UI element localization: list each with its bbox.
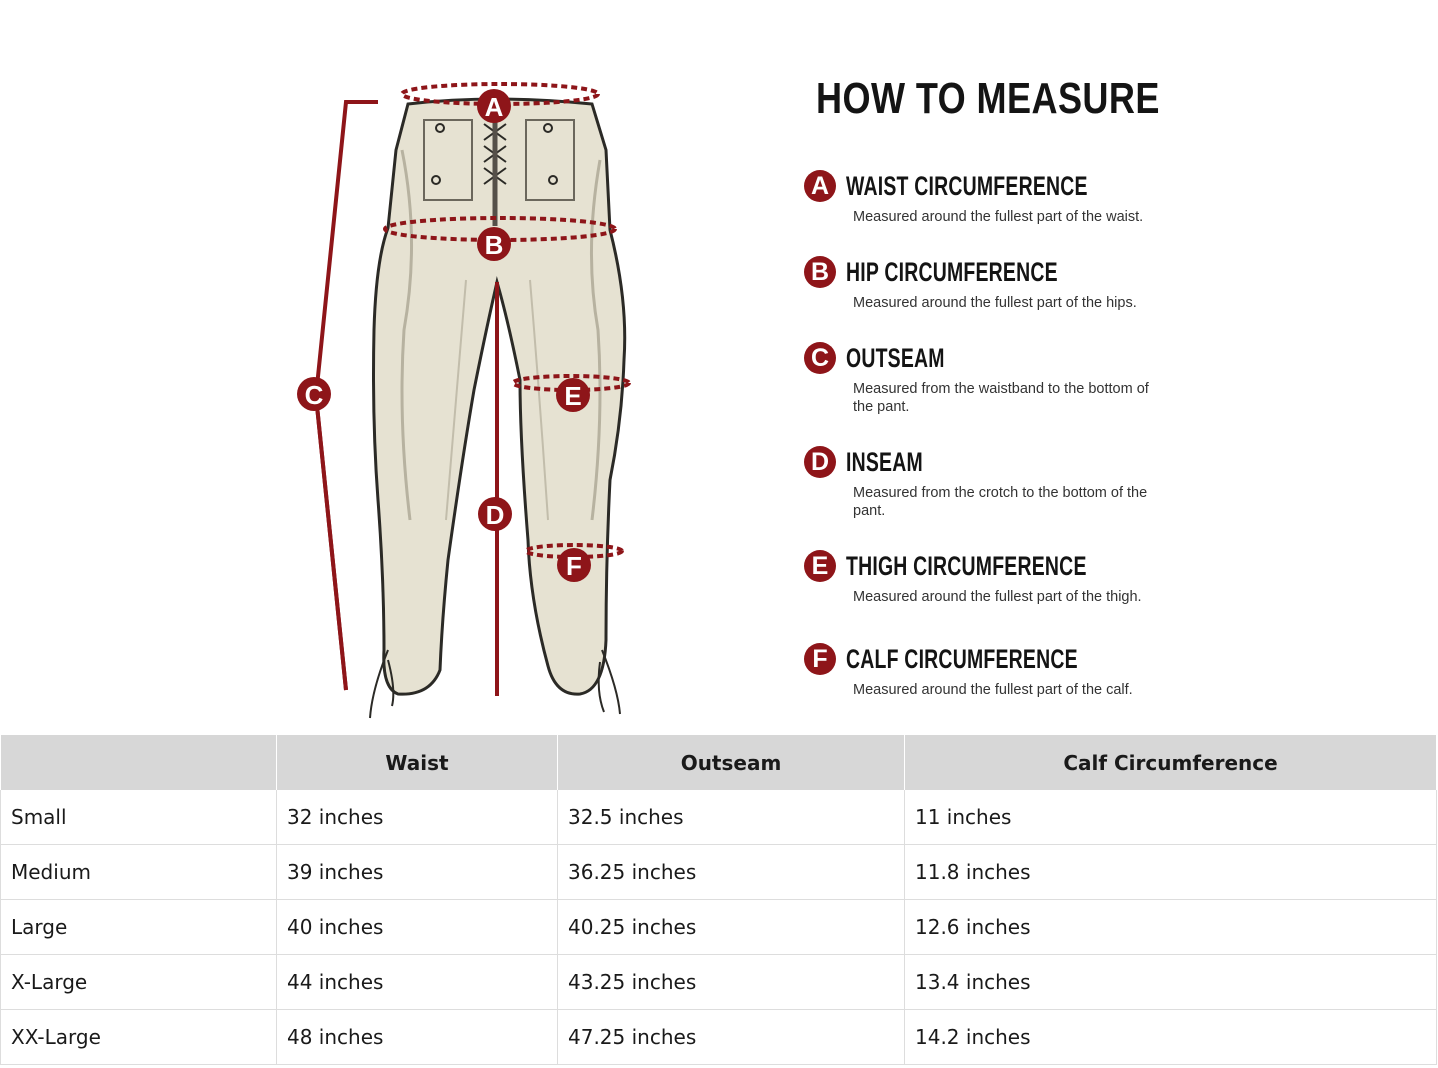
letter-a-badge: A (804, 170, 836, 202)
marker-f (557, 548, 591, 582)
size-column-header (1, 735, 277, 790)
guide-heading: THIGH CIRCUMFERENCE (846, 551, 1087, 581)
table-row (1, 955, 1437, 1010)
guide-description: Measured around the fullest part of the thigh. (853, 589, 1142, 605)
calf-cell: 12.6 inches (905, 900, 1437, 955)
table-row (1, 900, 1437, 955)
marker-d (478, 497, 512, 531)
waist-cell: 39 inches (277, 845, 558, 900)
svg-text:F: F (566, 551, 582, 581)
marker-b (477, 227, 511, 261)
guide-description: Measured around the fullest part of the calf. (853, 682, 1133, 698)
letter-d-badge: D (804, 446, 836, 478)
outseam-column-header: Outseam (558, 735, 905, 790)
letter-f-badge: F (804, 643, 836, 675)
waist-cell: 32 inches (277, 790, 558, 845)
table-header-row (1, 735, 1437, 790)
waist-cell: 40 inches (277, 900, 558, 955)
guide-description: Measured from the waistband to the bottom of the pant. (853, 381, 1149, 415)
guide-heading: WAIST CIRCUMFERENCE (846, 171, 1088, 201)
waist-column-header: Waist (277, 735, 558, 790)
letter-c-badge: C (804, 342, 836, 374)
outseam-cell: 32.5 inches (558, 790, 905, 845)
pants-measurement-illustration (290, 70, 650, 730)
waist-cell: 48 inches (277, 1010, 558, 1065)
guide-description: Measured around the fullest part of the hips. (853, 295, 1137, 311)
table-row (1, 1010, 1437, 1065)
svg-text:E: E (564, 381, 582, 411)
outseam-cell: 43.25 inches (558, 955, 905, 1010)
guide-title: HOW TO MEASURE (816, 74, 1160, 123)
guide-heading: INSEAM (846, 447, 923, 477)
guide-heading: OUTSEAM (846, 343, 945, 373)
calf-cell: 11.8 inches (905, 845, 1437, 900)
guide-description: Measured around the fullest part of the waist. (853, 209, 1144, 225)
table-row (1, 790, 1437, 845)
marker-c (297, 377, 331, 411)
outseam-cell: 47.25 inches (558, 1010, 905, 1065)
size-cell: Large (1, 900, 277, 955)
calf-cell: 11 inches (905, 790, 1437, 845)
svg-text:B: B (484, 230, 504, 260)
svg-text:D: D (485, 500, 505, 530)
outseam-cell: 40.25 inches (558, 900, 905, 955)
outseam-cell: 36.25 inches (558, 845, 905, 900)
svg-text:C: C (304, 380, 324, 410)
waist-cell: 44 inches (277, 955, 558, 1010)
calf-cell: 13.4 inches (905, 955, 1437, 1010)
size-cell: Medium (1, 845, 277, 900)
svg-text:A: A (484, 92, 504, 122)
guide-heading: CALF CIRCUMFERENCE (846, 644, 1078, 674)
size-cell: Small (1, 790, 277, 845)
calf-cell: 14.2 inches (905, 1010, 1437, 1065)
guide-description: Measured from the crotch to the bottom of the pant. (853, 485, 1148, 519)
size-cell: XX-Large (1, 1010, 277, 1065)
size-table (0, 735, 1437, 1065)
calf-column-header: Calf Circumference (905, 735, 1437, 790)
guide-heading: HIP CIRCUMFERENCE (846, 257, 1058, 287)
table-row (1, 845, 1437, 900)
letter-b-badge: B (804, 256, 836, 288)
size-cell: X-Large (1, 955, 277, 1010)
letter-e-badge: E (804, 550, 836, 582)
marker-a (477, 89, 511, 123)
marker-e (556, 378, 590, 412)
